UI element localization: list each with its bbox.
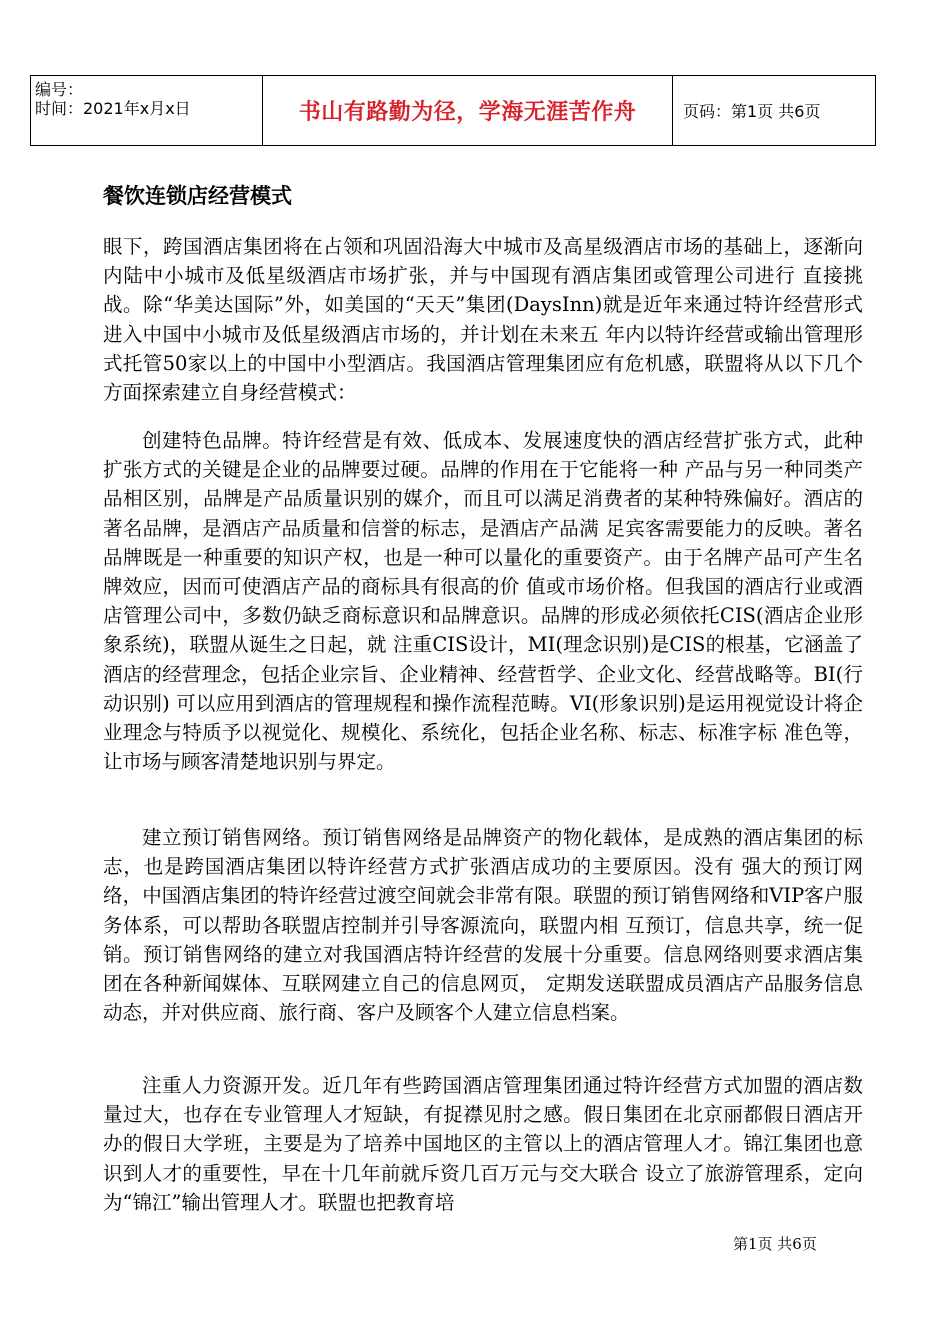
- document-title: 餐饮连锁店经营模式: [103, 184, 292, 208]
- header-motto: 书山有路勤为径，学海无涯苦作舟: [263, 76, 673, 145]
- paragraph-intro: 眼下，跨国酒店集团将在占领和巩固沿海大中城市及高星级酒店市场的基础上，逐渐向内陆中小城市及低星级酒店市场扩张，并与中国现有酒店集团或管理公司进行 直接挑战。除“华美达国际”外，如美国的“天天”集团(DaysInn)就是近年来通过特许经营形式进入中国中小城市及低星级酒店市场的，并计划在未来五 年内以特许经营或输出管理形式托管50家以上的中国中小型酒店。我国酒店管理集团应有危机感，联盟将从以下几个方面探索建立自身经营模式：: [103, 235, 863, 405]
- paragraph-human-resources: 注重人力资源开发。近几年有些跨国酒店管理集团通过特许经营方式加盟的酒店数量过大，也存在专业管理人才短缺，有捉襟见肘之感。假日集团在北京丽都假日酒店开办的假日大学班，主要是为了培养中国地区的主管以上的酒店管理人才。锦江集团也意识到人才的重要性，早在十几年前就斥资几百万元与交大联合 设立了旅游管理系，定向为“锦江”输出管理人才。联盟也把教育培: [103, 1074, 863, 1214]
- header-table: [30, 75, 876, 146]
- header-page-info: 页码：第1页 共6页: [683, 102, 821, 121]
- document-number-label: 编号：: [35, 80, 84, 99]
- header-meta-cell: [31, 76, 263, 145]
- paragraph-brand: 创建特色品牌。特许经营是有效、低成本、发展速度快的酒店经营扩张方式，此种扩张方式的关键是企业的品牌要过硬。品牌的作用在于它能将一种 产品与另一种同类产品相区别，品牌是产品质量识别的媒介，而且可以满足消费者的某种特殊偏好。酒店的著名品牌，是酒店产品质量和信誉的标志，是酒店产品满 足宾客需要能力的反映。著名品牌既是一种重要的知识产权，也是一种可以量化的重要资产。由于名牌产品可产生名牌效应，因而可使酒店产品的商标具有很高的价 值或市场价格。但我国的酒店行业或酒店管理公司中，多数仍缺乏商标意识和品牌意识。品牌的形成必须依托CIS(酒店企业形象系统)，联盟从诞生之日起，就 注重CIS设计，MI(理念识别)是CIS的根基，它涵盖了酒店的经营理念，包括企业宗旨、企业精神、经营哲学、企业文化、经营战略等。BI(行动识别) 可以应用到酒店的管理规程和操作流程范畴。VI(形象识别)是运用视觉设计将企业理念与特质予以视觉化、规模化、系统化，包括企业名称、标志、标准字标 准色等，让市场与顾客清楚地识别与界定。: [103, 429, 863, 774]
- paragraph-booking-network: 建立预订销售网络。预订销售网络是品牌资产的物化载体，是成熟的酒店集团的标志，也是跨国酒店集团以特许经营方式扩张酒店成功的主要原因。没有 强大的预订网络，中国酒店集团的特许经营过渡空间就会非常有限。联盟的预订销售网络和VIP客户服务体系，可以帮助各联盟店控制并引导客源流向，联盟内相 互预订，信息共享，统一促销。预订销售网络的建立对我国酒店特许经营的发展十分重要。信息网络则要求酒店集团在各种新闻媒体、互联网建立自己的信息网页， 定期发送联盟成员酒店产品服务信息动态，并对供应商、旅行商、客户及顾客个人建立信息档案。: [103, 826, 863, 1025]
- document-time-label: 时间：2021年x月x日: [35, 99, 191, 118]
- footer-page-number: 第1页 共6页: [733, 1235, 817, 1253]
